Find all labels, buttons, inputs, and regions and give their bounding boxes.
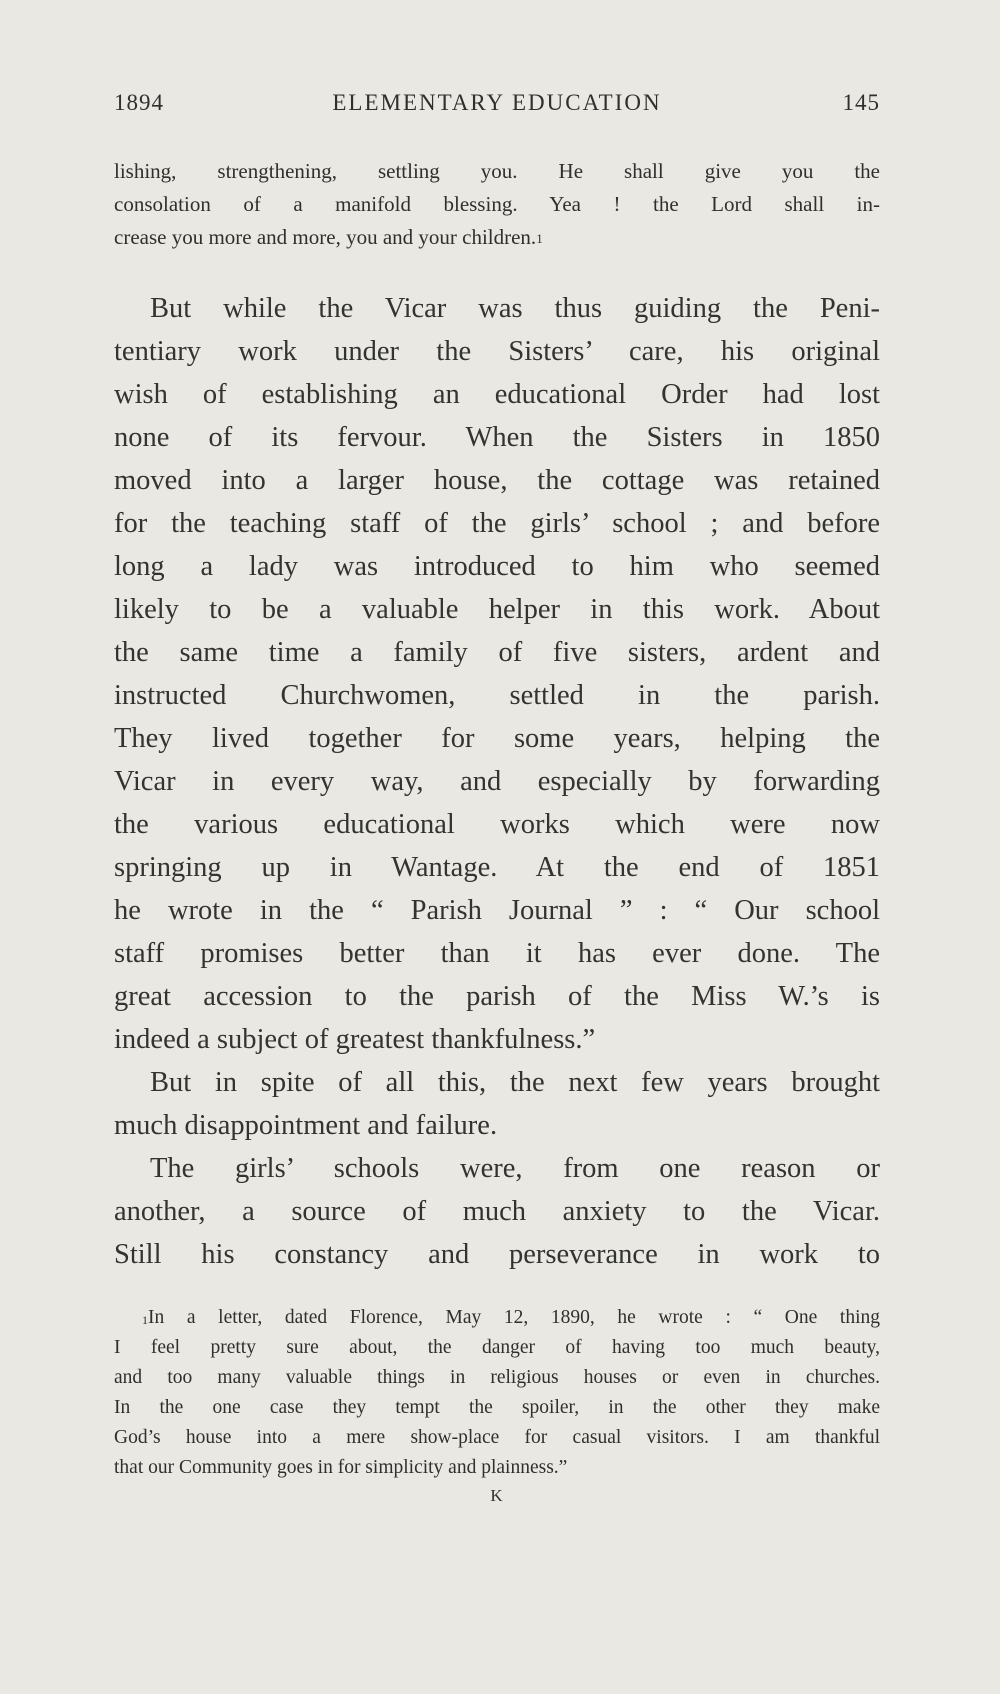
text-line: the various educational works which were now	[114, 809, 880, 840]
footnote-line: God’s house into a mere show-place for casual visitors. I am thankful	[114, 1427, 880, 1448]
text-line	[114, 287, 880, 330]
text-line-content: But in spite of all this, the next few years brought	[150, 1067, 880, 1098]
paragraph-2	[114, 1061, 880, 1147]
text-line: staff promises better than it has ever done. The	[114, 938, 880, 969]
quote-line	[114, 221, 880, 254]
text-line-content: But while the Vicar was thus guiding the Peni-	[150, 293, 880, 324]
footnote-line: I feel pretty sure about, the danger of having too much beauty,	[114, 1337, 880, 1358]
signature-mark: K	[490, 1486, 504, 1505]
paragraph-3	[114, 1147, 880, 1276]
main-text	[114, 287, 880, 1276]
text-line: another, a source of much anxiety to the Vicar.	[114, 1196, 880, 1227]
text-line: he wrote in the “ Parish Journal ” : “ Our school	[114, 895, 880, 926]
text-line: the same time a family of five sisters, ardent and	[114, 637, 880, 668]
footnote-marker: 1	[142, 1313, 148, 1327]
text-line: likely to be a valuable helper in this work. About	[114, 594, 880, 625]
text-line: wish of establishing an educational Order had lost	[114, 379, 880, 410]
text-line: Vicar in every way, and especially by forwarding	[114, 766, 880, 797]
footnote-line: In the one case they tempt the spoiler, in the other they make	[114, 1397, 880, 1418]
header-year: 1894	[114, 90, 164, 115]
quote-line-text: crease you more and more, you and your children.	[114, 225, 537, 249]
text-line: for the teaching staff of the girls’ school ; and before	[114, 508, 880, 539]
text-line: Still his constancy and perseverance in work to	[114, 1239, 880, 1270]
quote-line: lishing, strengthening, settling you. He shall give you the	[114, 159, 880, 183]
footnote-line-content: In a letter, dated Florence, May 12, 1890, he wrote : “ One thing	[148, 1307, 880, 1328]
footnote-reference: 1	[536, 231, 543, 246]
quote-line: consolation of a manifold blessing. Yea ! the Lord shall in-	[114, 192, 880, 216]
quote-continuation	[114, 155, 880, 254]
footnote-line	[114, 1303, 880, 1333]
footnote	[114, 1303, 880, 1483]
footnote-line: that our Community goes in for simplicity and plainness.”	[114, 1457, 568, 1478]
text-line: springing up in Wantage. At the end of 1851	[114, 852, 880, 883]
text-line: tentiary work under the Sisters’ care, his original	[114, 336, 880, 367]
text-line: long a lady was introduced to him who seemed	[114, 551, 880, 582]
page-number: 145	[842, 90, 880, 115]
text-line: indeed a subject of greatest thankfulness.”	[114, 1024, 596, 1055]
text-line	[114, 1061, 880, 1104]
text-line: instructed Churchwomen, settled in the parish.	[114, 680, 880, 711]
text-line	[114, 1147, 880, 1190]
text-line: none of its fervour. When the Sisters in 1850	[114, 422, 880, 453]
header-title: ELEMENTARY EDUCATION	[332, 90, 662, 115]
footnote-line: and too many valuable things in religious houses or even in churches.	[114, 1367, 880, 1388]
running-head	[114, 90, 880, 126]
text-line-content: The girls’ schools were, from one reason or	[150, 1153, 880, 1184]
text-line: They lived together for some years, helping the	[114, 723, 880, 754]
text-line: great accession to the parish of the Miss W.’s is	[114, 981, 880, 1012]
text-line: moved into a larger house, the cottage was retained	[114, 465, 880, 496]
paragraph-1	[114, 287, 880, 1061]
text-line: much disappointment and failure.	[114, 1110, 498, 1141]
